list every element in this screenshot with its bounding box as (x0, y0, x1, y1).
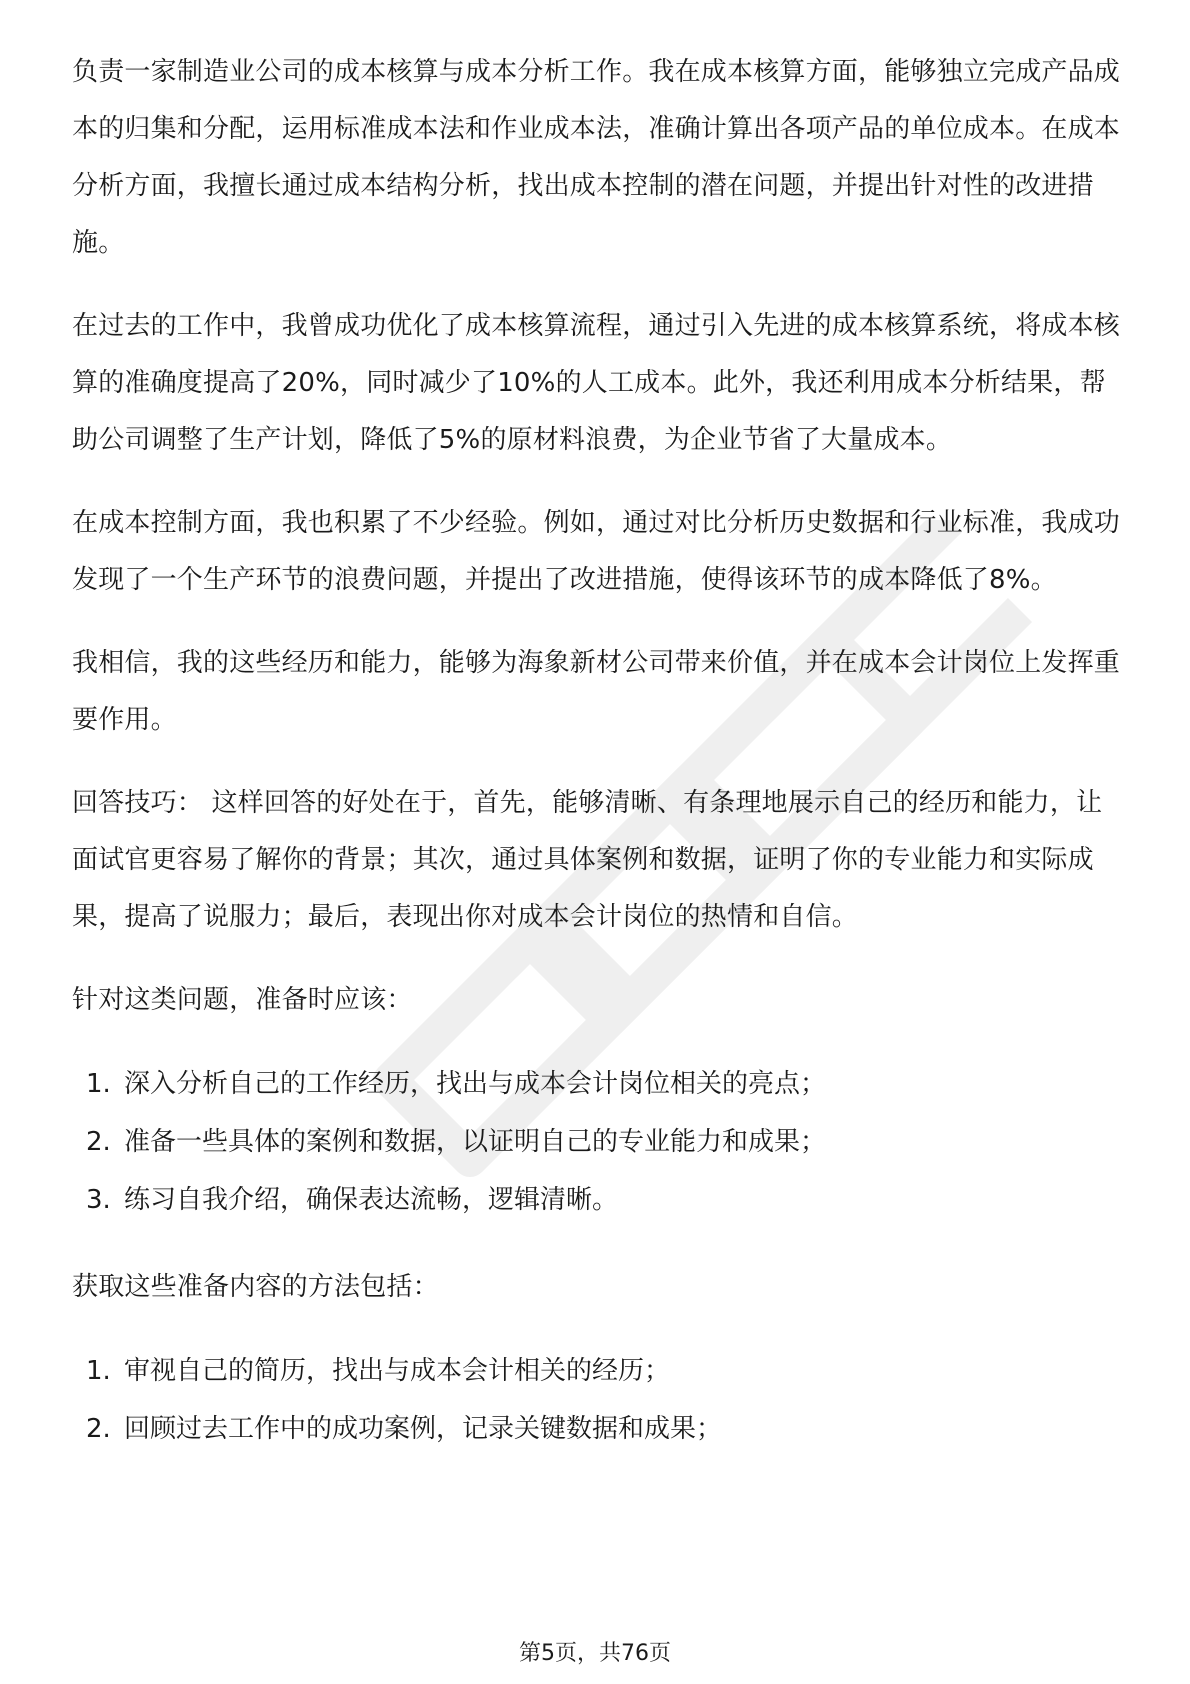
methods-list (72, 1342, 1124, 1458)
paragraph-preparation-intro: 针对这类问题，准备时应该： (72, 985, 413, 1015)
list-item (72, 1113, 1124, 1171)
list-item-number: 2. (86, 1127, 111, 1157)
paragraph-achievements: 在过去的工作中，我曾成功优化了成本核算流程，通过引入先进的成本核算系统，将成本核算的准确度提高了20%，同时减少了10%的人工成本。此外，我还利用成本分析结果，帮助公司调整了生产计划，降低了5%的原材料浪费，为企业节省了大量成本。 (72, 311, 1121, 455)
list-item (72, 1342, 1124, 1400)
list-item-number: 1. (86, 1356, 111, 1386)
list-item (72, 1400, 1124, 1458)
list-item-number: 1. (86, 1069, 111, 1099)
list-item (72, 1171, 1124, 1229)
preparation-list (72, 1055, 1124, 1229)
list-item-text: 审视自己的简历，找出与成本会计相关的经历； (124, 1356, 671, 1386)
list-item-text: 准备一些具体的案例和数据，以证明自己的专业能力和成果； (124, 1127, 827, 1157)
page-footer: 第5页，共76页 (519, 1641, 671, 1666)
paragraph-methods-intro: 获取这些准备内容的方法包括： (72, 1272, 439, 1302)
list-item-text: 回顾过去工作中的成功案例，记录关键数据和成果； (124, 1414, 723, 1444)
list-item-number: 2. (86, 1414, 111, 1444)
document-body (72, 44, 1124, 1488)
paragraph-cost-control: 在成本控制方面，我也积累了不少经验。例如，通过对比分析历史数据和行业标准，我成功发现了一个生产环节的浪费问题，并提出了改进措施，使得该环节的成本降低了8%。 (72, 508, 1121, 595)
paragraph-answer-tips: 回答技巧： 这样回答的好处在于，首先，能够清晰、有条理地展示自己的经历和能力，让面试官更容易了解你的背景；其次，通过具体案例和数据，证明了你的专业能力和实际成果，提高了说服力；最后，表现出你对成本会计岗位的热情和自信。 (72, 788, 1103, 932)
list-item-number: 3. (86, 1185, 111, 1215)
list-item-text: 练习自我介绍，确保表达流畅，逻辑清晰。 (124, 1185, 619, 1215)
paragraph-conclusion: 我相信，我的这些经历和能力，能够为海象新材公司带来价值，并在成本会计岗位上发挥重要作用。 (72, 648, 1121, 735)
list-item-text: 深入分析自己的工作经历，找出与成本会计岗位相关的亮点； (124, 1069, 827, 1099)
list-item (72, 1055, 1124, 1113)
paragraph-experience: 负责一家制造业公司的成本核算与成本分析工作。我在成本核算方面，能够独立完成产品成本的归集和分配，运用标准成本法和作业成本法，准确计算出各项产品的单位成本。在成本分析方面，我擅长通过成本结构分析，找出成本控制的潜在问题，并提出针对性的改进措施。 (72, 57, 1121, 258)
